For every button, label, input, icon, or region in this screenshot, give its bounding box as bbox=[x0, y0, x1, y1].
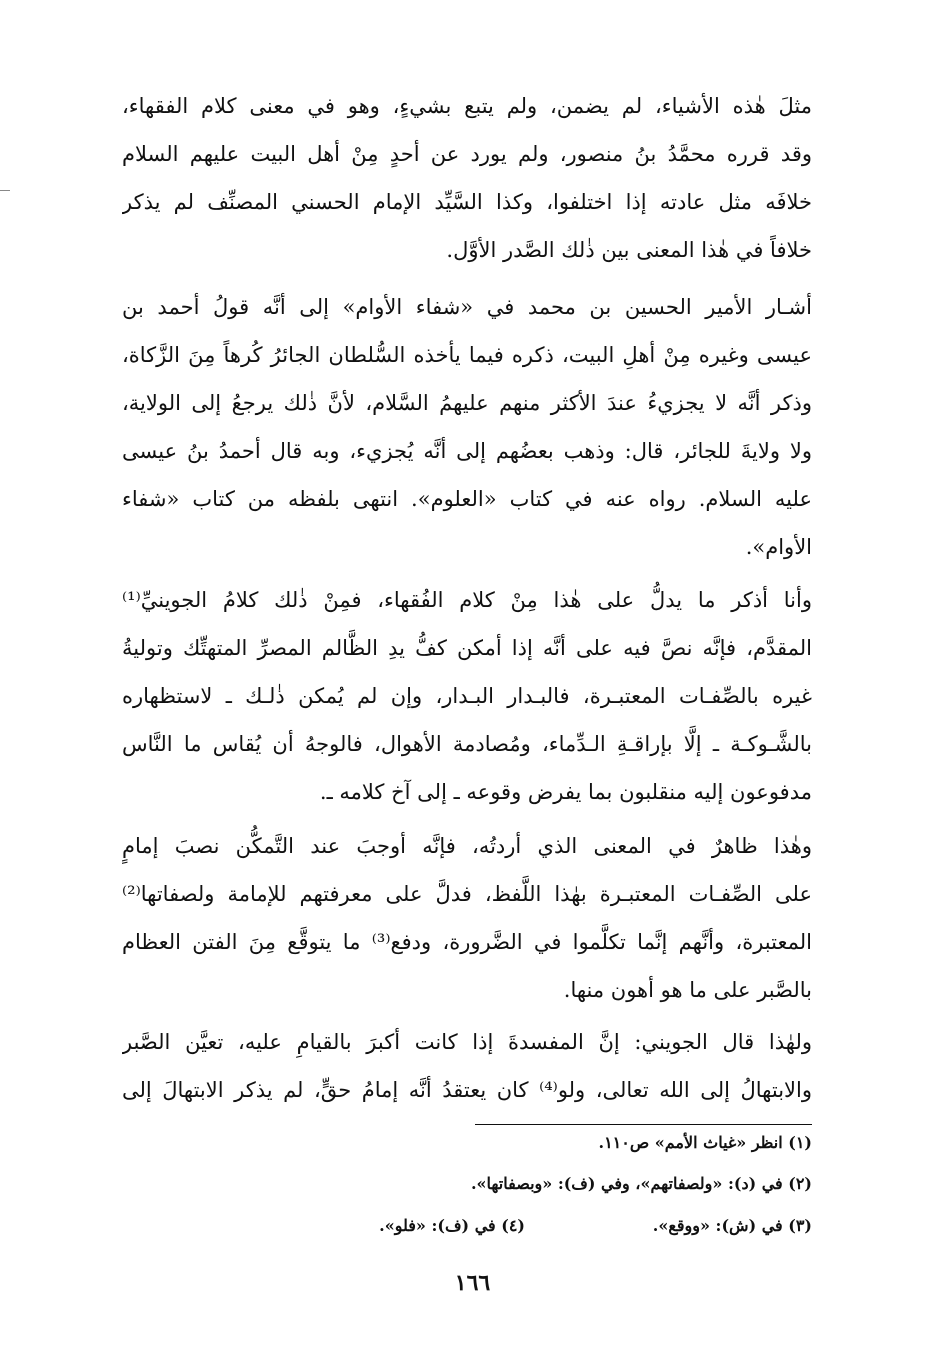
paragraph-4 bbox=[122, 822, 812, 1014]
paragraph-3 bbox=[122, 576, 812, 816]
footnote-1: (١) انظر «غياث الأمم» ص١١٠. bbox=[598, 1133, 812, 1152]
text-line: مثلَ هٰذه الأشياء، لم يضمن، ولم يتبع بشيءٍ، وهو في معنى كلام الفقهاء، bbox=[122, 94, 812, 118]
paragraph-2 bbox=[122, 283, 812, 571]
page-number: ١٦٦ bbox=[454, 1270, 491, 1296]
text-line: خلافَه مثل عادته إذا اختلفوا، وكذا السَّيِّد الإمام الحسني المصنِّف لم يذكر bbox=[122, 190, 812, 214]
paragraph-5 bbox=[122, 1018, 812, 1114]
text-line: مدفوعون إليه منقلبون بما يفرض وقوعه ـ إلى آخ كلامه ـ. bbox=[319, 780, 812, 804]
text-line: الأوام». bbox=[745, 535, 812, 559]
text-line: ولهٰذا قال الجويني: إنَّ المفسدةَ إذا كانت أكبرَ بالقيامِ عليه، تعيَّن الصَّبر bbox=[122, 1030, 812, 1054]
text-line: على الصِّفـات المعتبـرة بهٰذا اللَّفظ، فدلَّ على معرفتهم للإمامة ولصفاتها⁽²⁾ bbox=[122, 882, 812, 906]
text-line: بالشَّـوكـة ـ إلَّا بإراقـةِ الـدِّماء، ومُصادمة الأهوال، فالوجهُ أن يُقاس ما النَّاس bbox=[122, 732, 812, 756]
text-line: عيسى وغيره مِنْ أهلِ البيت، ذكره فيما يأخذه السُّلطان الجائرُ كُرهاً مِنَ الزَّكاة، bbox=[122, 343, 812, 367]
text-line: المقدَّم، فإنَّه نصَّ فيه على أنَّه إذا أمكن كفُّ يدِ الظَّالم المصرِّ المتهتِّك وتوليةُ bbox=[122, 636, 812, 660]
text-line: غيره بالصِّفـات المعتبـرة، فالبـدار البـدار، وإن لم يُمكن ذٰلـك ـ لاستظهاره bbox=[122, 684, 812, 708]
text-line: المعتبرة، وأنَّهم إنَّما تكلَّموا في الضَّرورة، ودفع⁽³⁾ ما يتوقَّع مِنَ الفتن العظام bbox=[122, 930, 812, 954]
paragraph-1 bbox=[122, 82, 812, 274]
text-line: وأنا أذكر ما يدلُّ على هٰذا مِنْ كلام الفُقهاء، فمِنْ ذٰلك كلامُ الجوينيِّ⁽¹⁾ bbox=[122, 588, 812, 612]
text-line: ولا ولايةَ للجائر، قال: وذهب بعضُهم إلى أنَّه يُجزيء، وبه قال أحمدُ بنُ عيسى bbox=[122, 439, 812, 463]
text-line: أشـار الأمير الحسين بن محمد في «شفاء الأوام» إلى أنَّه قولُ أحمد بن bbox=[122, 295, 812, 319]
text-line: بالصَّبر على ما هو أهون منها. bbox=[563, 978, 812, 1002]
footnote-4: (٤) في (ف): «فلو». bbox=[379, 1216, 525, 1235]
footnote-2: (٢) في (د): «ولصفاتهم»، وفي (ف): «وبصفاتها». bbox=[470, 1174, 812, 1193]
footnote-separator bbox=[475, 1124, 812, 1125]
text-line: وهٰذا ظاهرٌ في المعنى الذي أردتُه، فإنَّه أوجبَ عند التَّمكُّن نصبَ إمامٍ bbox=[122, 834, 812, 858]
text-line: عليه السلام. رواه عنه في كتاب «العلوم». انتهى بلفظه من كتاب «شفاء bbox=[122, 487, 812, 511]
text-line: وذكر أنَّه لا يجزيءُ عندَ الأكثر منهم عليهمُ السَّلام، لأنَّ ذٰلك يرجعُ إلى الولاية، bbox=[122, 391, 812, 415]
text-line: خلافاً في هٰذا المعنى بين ذٰلك الصَّدر الأوَّل. bbox=[446, 238, 812, 262]
text-line: والابتهالُ إلى الله تعالى، ولو⁽⁴⁾ كان يعتقدُ أنَّه إمامُ حقٍّ، لم يذكر الابتهالَ إلى bbox=[122, 1078, 812, 1102]
text-line: وقد قرره محمَّدُ بنُ منصور، ولم يورد عن أحدٍ مِنْ أهل البيت عليهم السلام bbox=[122, 142, 812, 166]
footnote-3: (٣) في (ش): «ووقع». bbox=[652, 1216, 812, 1235]
margin-mark bbox=[0, 190, 10, 191]
